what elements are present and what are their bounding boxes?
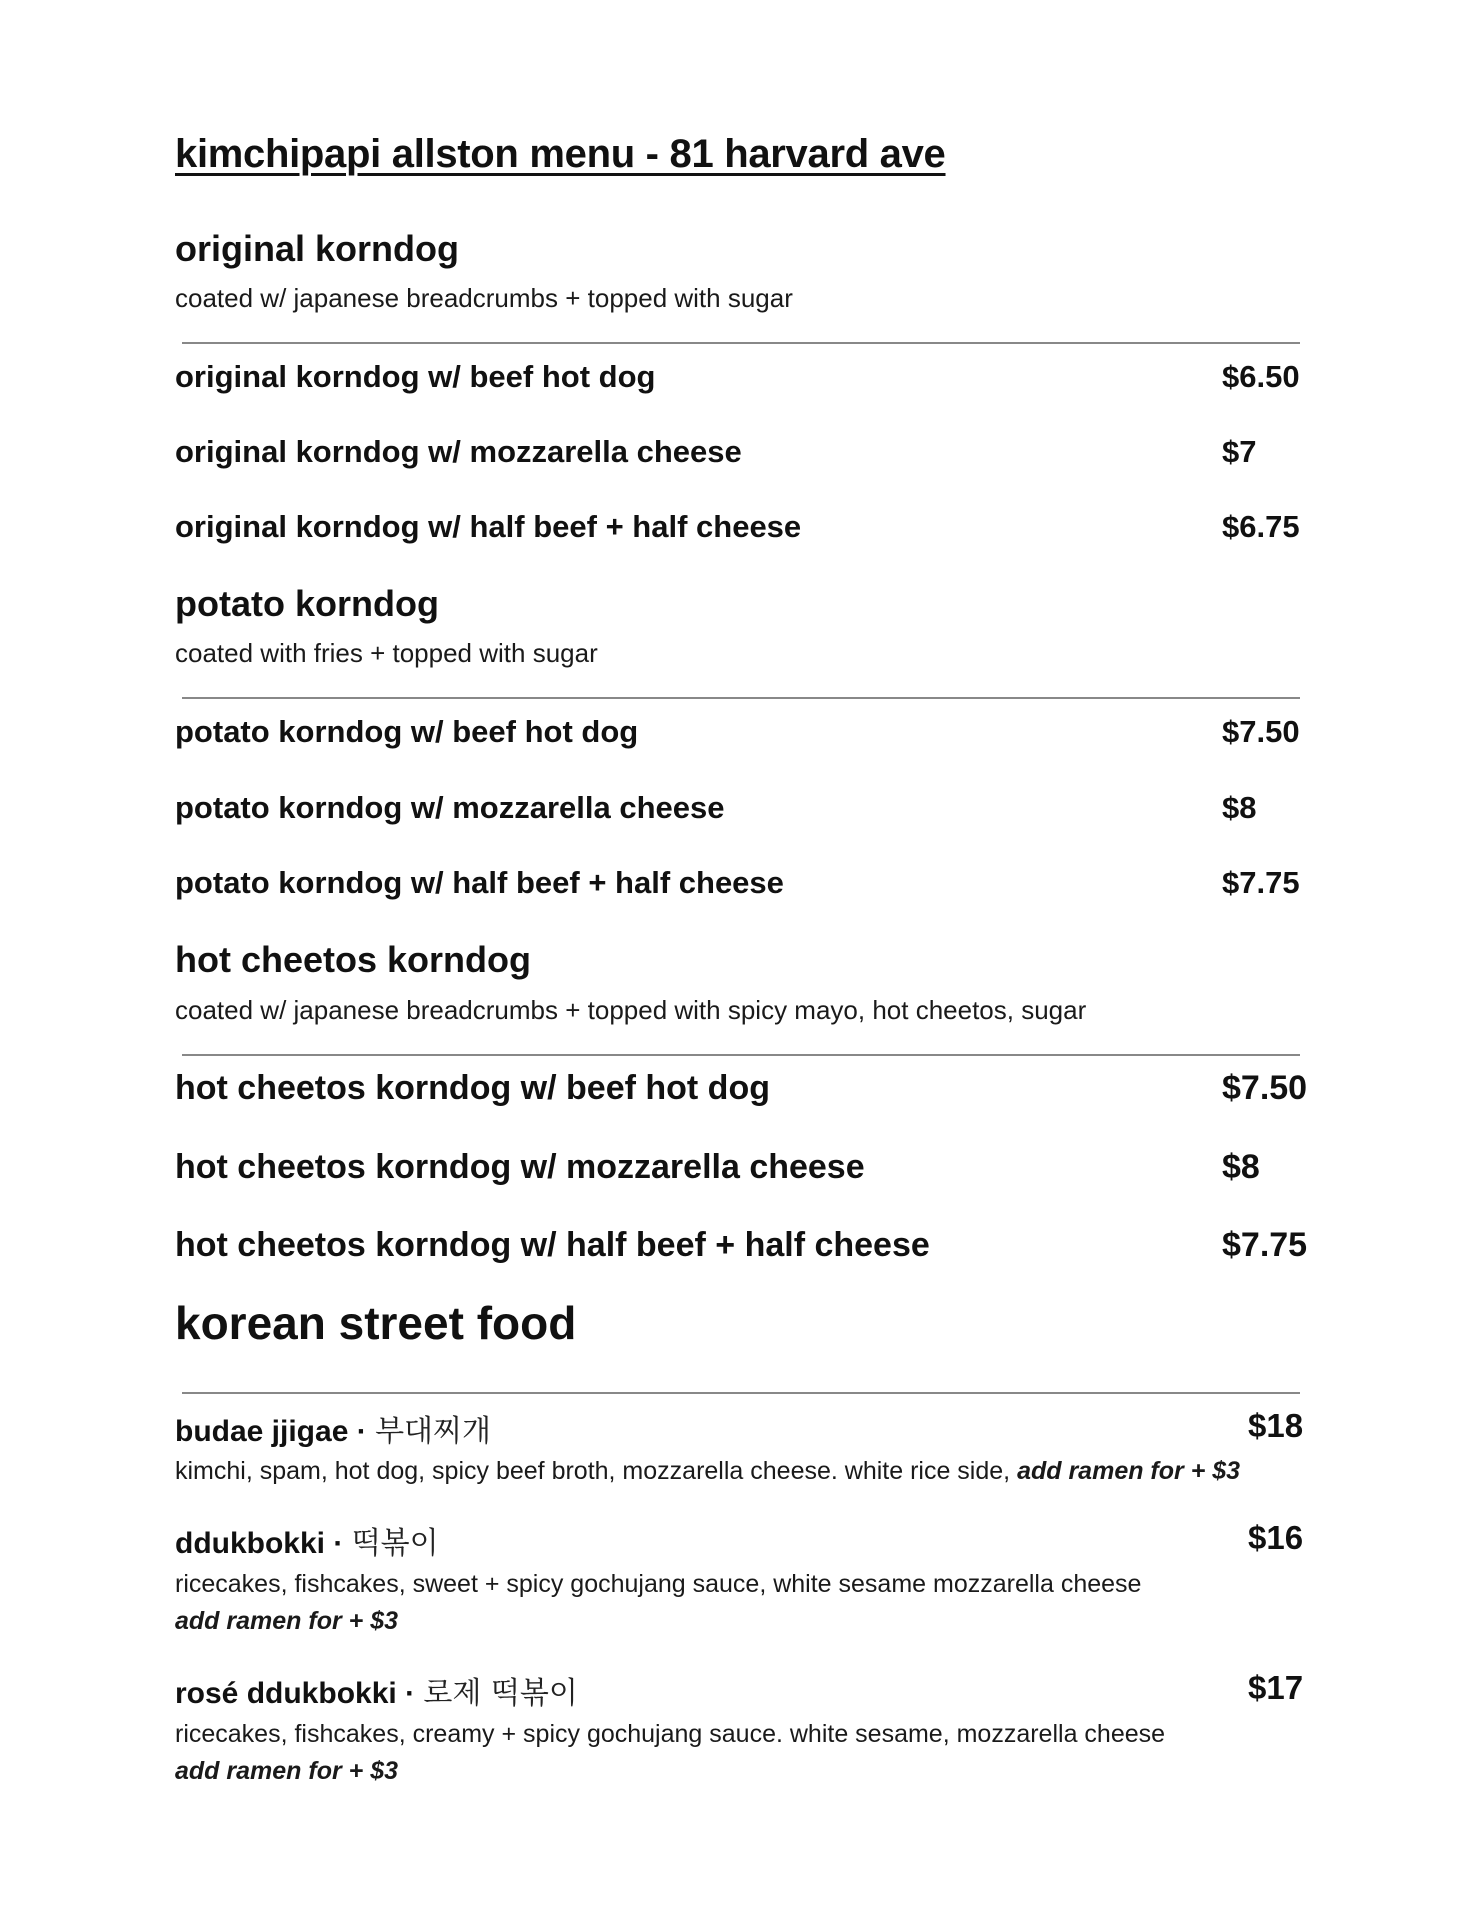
addon-note: add ramen for + $3: [1017, 1457, 1241, 1485]
menu-item-name: hot cheetos korndog w/ beef hot dog: [175, 1069, 770, 1107]
menu-item-price: $8: [1222, 790, 1257, 825]
street-food-item-title: [175, 1406, 491, 1450]
street-food-item-price: $18: [1248, 1407, 1304, 1444]
menu-item-name: original korndog w/ mozzarella cheese: [175, 434, 742, 469]
menu-item-price: $7.75: [1222, 865, 1300, 900]
separator-dot: ·: [333, 1527, 344, 1560]
menu-item-price: $6.75: [1222, 509, 1300, 544]
menu-item-price: $7.50: [1222, 1069, 1308, 1107]
street-food-item-name: rosé ddukbokki: [175, 1677, 397, 1710]
separator-dot: ·: [405, 1677, 416, 1710]
menu-item-price: $7.75: [1222, 1226, 1308, 1264]
separator-dot: ·: [356, 1415, 367, 1448]
section-divider: [182, 1392, 1300, 1394]
street-food-item-price: $17: [1248, 1669, 1304, 1706]
menu-item-name: potato korndog w/ beef hot dog: [175, 714, 639, 749]
street-food-item-description: ricecakes, fishcakes, sweet + spicy gochujang sauce, white sesame mozzarella cheese: [175, 1570, 1142, 1598]
street-food-heading: korean street food: [175, 1297, 577, 1349]
menu-item-name: original korndog w/ beef hot dog: [175, 359, 656, 394]
street-food-item-korean-name: 로제 떡볶이: [423, 1676, 578, 1711]
section-description-hot-cheetos-korndog: coated w/ japanese breadcrumbs + topped with spicy mayo, hot cheetos, sugar: [175, 995, 1087, 1025]
section-title-potato-korndog: potato korndog: [175, 583, 439, 624]
menu-item-name: hot cheetos korndog w/ mozzarella cheese: [175, 1148, 865, 1186]
description-text: kimchi, spam, hot dog, spicy beef broth, mozzarella cheese. white rice side,: [175, 1457, 1018, 1485]
section-description-potato-korndog: coated with fries + topped with sugar: [175, 638, 598, 668]
street-food-item-description: ricecakes, fishcakes, creamy + spicy gochujang sauce. white sesame, mozzarella cheese: [175, 1720, 1166, 1748]
street-food-item-title: [175, 1518, 439, 1562]
menu-item-price: $8: [1222, 1148, 1260, 1186]
street-food-item-description: [175, 1457, 1240, 1486]
street-food-item-price: $16: [1248, 1519, 1304, 1556]
section-divider: [182, 1054, 1300, 1056]
section-title-original-korndog: original korndog: [175, 228, 459, 269]
menu-item-name: potato korndog w/ mozzarella cheese: [175, 790, 725, 825]
section-divider: [182, 342, 1300, 344]
addon-note: add ramen for + $3: [175, 1607, 398, 1635]
street-food-item-title: [175, 1668, 578, 1712]
menu-item-name: hot cheetos korndog w/ half beef + half cheese: [175, 1226, 930, 1264]
street-food-item-korean-name: 떡볶이: [351, 1526, 439, 1561]
menu-item-name: potato korndog w/ half beef + half cheese: [175, 865, 784, 900]
section-title-hot-cheetos-korndog: hot cheetos korndog: [175, 939, 532, 980]
menu-item-price: $7: [1222, 434, 1257, 469]
menu-item-price: $6.50: [1222, 359, 1300, 394]
addon-note: add ramen for + $3: [175, 1757, 398, 1785]
street-food-item-korean-name: 부대찌개: [375, 1414, 491, 1449]
street-food-item-name: ddukbokki: [175, 1527, 326, 1560]
menu-item-name: original korndog w/ half beef + half cheese: [175, 509, 802, 544]
menu-title: kimchipapi allston menu - 81 harvard ave: [175, 132, 946, 176]
menu-item-price: $7.50: [1222, 714, 1300, 749]
section-divider: [182, 697, 1300, 699]
section-description-original-korndog: coated w/ japanese breadcrumbs + topped with sugar: [175, 283, 793, 313]
street-food-item-name: budae jjigae: [175, 1415, 349, 1448]
